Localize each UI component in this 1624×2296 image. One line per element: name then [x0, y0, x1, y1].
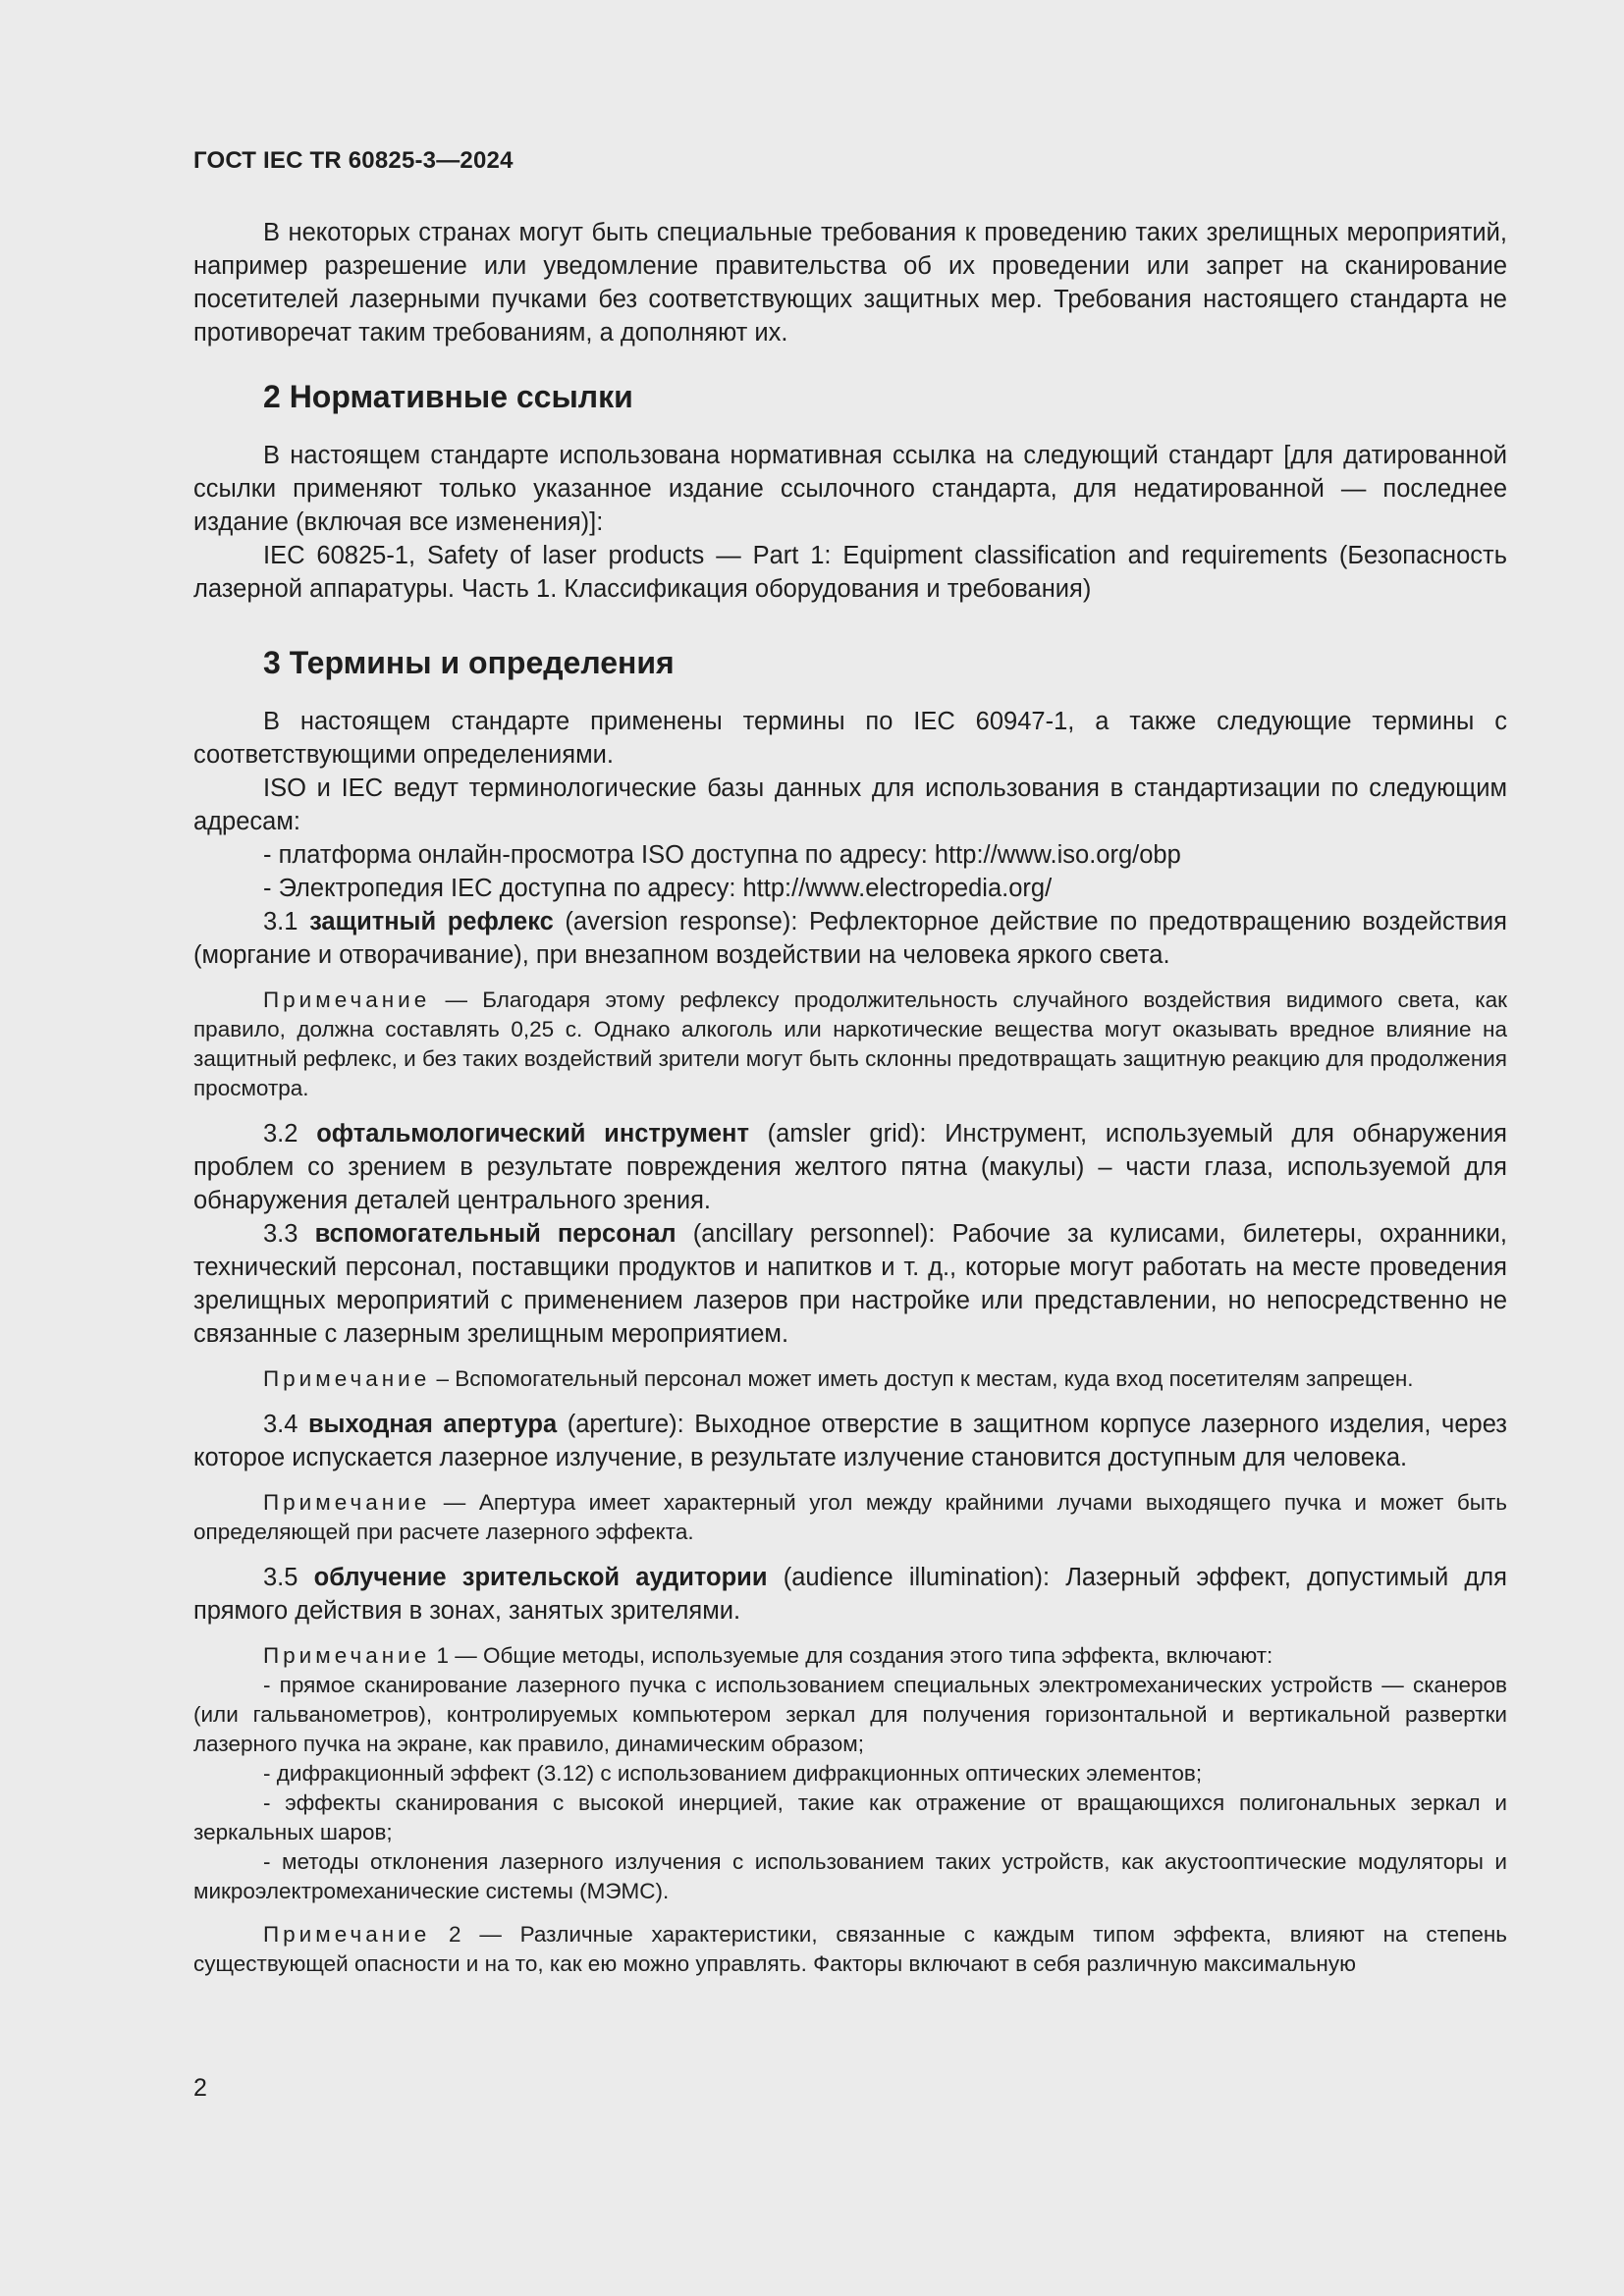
note-list-item: - эффекты сканирования с высокой инерцией, такие как отражение от вращающихся полигональных зеркал и зеркальных шаров; [193, 1790, 1507, 1844]
note-text: 1 — Общие методы, используемые для создания этого типа эффекта, включают: [430, 1643, 1273, 1668]
term-name: офтальмологический инструмент [316, 1120, 749, 1148]
note-label: Примечание [263, 988, 431, 1012]
note-3-3 [193, 1364, 1507, 1394]
note-text: — Апертура имеет характерный угол между крайними лучами выходящего пучка и может быть определяющей при расчете лазерного эффекта. [193, 1490, 1507, 1544]
intro-paragraph: В некоторых странах могут быть специальные требования к проведению таких зрелищных мероприятий, например разрешение или уведомление правительства об их проведении или запрет на сканирование посетителей лазерными пучками без соответствующих защитных мер. Требования настоящего стандарта не противоречат таким требованиям, а дополняют их. [193, 219, 1507, 347]
term-3-2 [193, 1117, 1507, 1217]
note-text: – Вспомогательный персонал может иметь доступ к местам, куда вход посетителям запрещен. [430, 1366, 1414, 1391]
term-definition: (aperture): Выходное отверстие в защитном корпусе лазерного изделия, через которое испускается лазерное излучение, в результате излучение становится доступным для человека. [193, 1411, 1508, 1471]
note-label: Примечание [263, 1643, 431, 1668]
term-3-1 [193, 905, 1507, 972]
note-label: Примечание [263, 1922, 431, 1947]
term-number: 3.5 [263, 1564, 314, 1591]
term-3-5 [193, 1561, 1507, 1628]
term-3-3 [193, 1217, 1507, 1351]
term-number: 3.2 [263, 1120, 317, 1148]
term-name: выходная апертура [308, 1411, 558, 1438]
section-3-title: 3 Термины и определения [263, 645, 675, 680]
term-3-4 [193, 1408, 1507, 1474]
term-name: облучение зрительской аудитории [313, 1564, 768, 1591]
iso-address-item: - платформа онлайн-просмотра ISO доступна по адресу: http://www.iso.org/obp [263, 841, 1181, 869]
note-3-1 [193, 986, 1507, 1103]
section-3-paragraph-2: ISO и IEC ведут терминологические базы данных для использования в стандартизации по следующим адресам: [193, 774, 1507, 835]
page-number: 2 [193, 2074, 207, 2102]
note-label: Примечание [263, 1490, 431, 1515]
document-header: ГОСТ IEC TR 60825-3—2024 [193, 147, 514, 174]
term-number: 3.3 [263, 1220, 315, 1248]
term-definition: (ancillary personnel): Рабочие за кулисами, билетеры, охранники, технический персонал, поставщики продуктов и напитков и т. д., которые могут работать на месте проведения зрелищных мероприятий с применением лазеров при настройке или представлении, но непосредственно не связанные с лазерным зрелищным мероприятием. [193, 1220, 1507, 1348]
note-list-item: - методы отклонения лазерного излучения с использованием таких устройств, как акустооптические модуляторы и микроэлектромеханические системы (МЭМС). [193, 1849, 1507, 1903]
note-label: Примечание [263, 1366, 431, 1391]
section-2-title: 2 Нормативные ссылки [263, 379, 633, 414]
term-number: 3.1 [263, 908, 310, 935]
term-name: защитный рефлекс [309, 908, 554, 935]
term-name: вспомогательный персонал [314, 1220, 677, 1248]
note-3-5-1 [193, 1641, 1507, 1671]
term-definition: (aversion response): Рефлекторное действие по предотвращению воздействия (моргание и отворачивание), при внезапном воздействии на человека яркого света. [193, 908, 1507, 969]
note-3-5-2 [193, 1920, 1507, 1979]
note-3-4 [193, 1488, 1507, 1547]
iec-address-item: - Электропедия IEC доступна по адресу: http://www.electropedia.org/ [263, 875, 1053, 902]
term-definition: (audience illumination): Лазерный эффект, допустимый для прямого действия в зонах, занятых зрителями. [193, 1564, 1507, 1625]
term-number: 3.4 [263, 1411, 308, 1438]
section-2-paragraph-1: В настоящем стандарте использована нормативная ссылка на следующий стандарт [для датированной ссылки применяют только указанное издание ссылочного стандарта, для недатированной — последнее издание (включая все изменения)]: [193, 442, 1507, 536]
section-2-paragraph-2: IEC 60825-1, Safety of laser products — Part 1: Equipment classification and requirements (Безопасность лазерной аппаратуры. Часть 1. Классификация оборудования и требования) [193, 542, 1507, 603]
term-definition: (amsler grid): Инструмент, используемый для обнаружения проблем со зрением в результате повреждения желтого пятна (макулы) – части глаза, используемой для обнаружения деталей центрального зрения. [193, 1120, 1507, 1214]
note-list-item: - дифракционный эффект (3.12) с использованием дифракционных оптических элементов; [263, 1761, 1203, 1786]
note-list-item: - прямое сканирование лазерного пучка с использованием специальных электромеханических устройств — сканеров (или гальванометров), контролируемых компьютером зеркал для получения горизонтальной и вертикальной развертки лазерного пучка на экране, как правило, динамическим образом; [193, 1673, 1507, 1756]
section-3-paragraph-1: В настоящем стандарте применены термины по IEC 60947-1, а также следующие термины с соответствующими определениями. [193, 708, 1507, 769]
note-text: — Благодаря этому рефлексу продолжительность случайного воздействия видимого света, как правило, должна составлять 0,25 с. Однако алкоголь или наркотические вещества могут оказывать вредное влияние на защитный рефлекс, и без таких воздействий зрители могут быть склонны предотвращать защитную реакцию для продолжения просмотра. [193, 988, 1507, 1100]
document-page [193, 147, 1507, 1993]
note-text: 2 — Различные характеристики, связанные с каждым типом эффекта, влияют на степень существующей опасности и на то, как ею можно управлять. Факторы включают в себя различную максимальную [193, 1922, 1507, 1976]
